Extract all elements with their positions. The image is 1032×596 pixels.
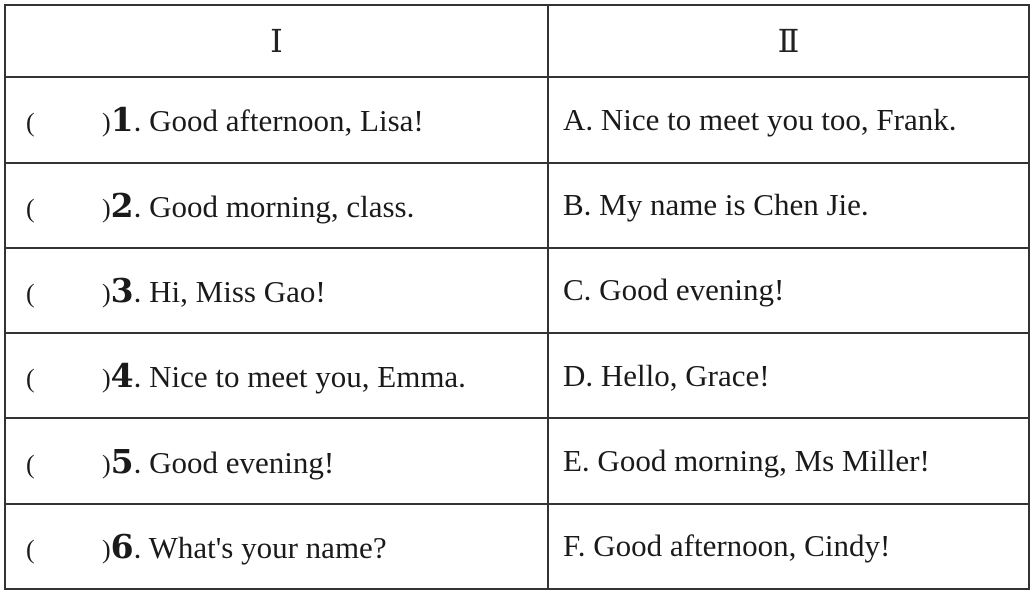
question-text: . Nice to meet you, Emma. [133, 359, 466, 395]
answer-blank-close: ) [102, 534, 111, 564]
question-cell[interactable] [5, 77, 548, 162]
question-number: 6 [110, 526, 134, 566]
answer-blank-close: ) [102, 364, 111, 394]
question-number: 4 [110, 356, 134, 396]
question-text: . Good evening! [133, 444, 335, 480]
answer-blank-close: ) [102, 449, 111, 479]
question-cell[interactable] [5, 504, 548, 589]
answer-blank-open: ( [26, 278, 35, 308]
question-text: . Good afternoon, Lisa! [133, 103, 424, 139]
question-text: . What's your name? [133, 529, 387, 565]
table-row [5, 418, 1029, 503]
question-number: 2 [110, 185, 134, 225]
answer-blank-close: ) [102, 193, 111, 223]
column-header-2: Ⅱ [548, 5, 1029, 77]
column-header-1: Ⅰ [5, 5, 548, 77]
answer-blank-open: ( [26, 193, 35, 223]
answer-option-cell: D. Hello, Grace! [548, 333, 1029, 418]
answer-option-cell: E. Good morning, Ms Miller! [548, 418, 1029, 503]
question-number: 3 [110, 270, 134, 310]
question-cell[interactable] [5, 418, 548, 503]
answer-option-cell: C. Good evening! [548, 248, 1029, 333]
question-cell[interactable] [5, 248, 548, 333]
table-row [5, 248, 1029, 333]
question-text: . Hi, Miss Gao! [133, 273, 326, 309]
table-row [5, 333, 1029, 418]
question-number: 5 [110, 441, 134, 481]
question-number: 1 [110, 100, 134, 140]
header-row [5, 5, 1029, 77]
table-row [5, 163, 1029, 248]
answer-blank-close: ) [102, 108, 111, 138]
answer-option-cell: F. Good afternoon, Cindy! [548, 504, 1029, 589]
question-cell[interactable] [5, 163, 548, 248]
answer-option-cell: A. Nice to meet you too, Frank. [548, 77, 1029, 162]
table-row [5, 77, 1029, 162]
answer-blank-open: ( [26, 108, 35, 138]
question-text: . Good morning, class. [133, 188, 415, 224]
answer-blank-close: ) [102, 278, 111, 308]
question-cell[interactable] [5, 333, 548, 418]
answer-blank-open: ( [26, 534, 35, 564]
matching-table [4, 4, 1030, 590]
answer-blank-open: ( [26, 364, 35, 394]
table-row [5, 504, 1029, 589]
answer-option-cell: B. My name is Chen Jie. [548, 163, 1029, 248]
answer-blank-open: ( [26, 449, 35, 479]
